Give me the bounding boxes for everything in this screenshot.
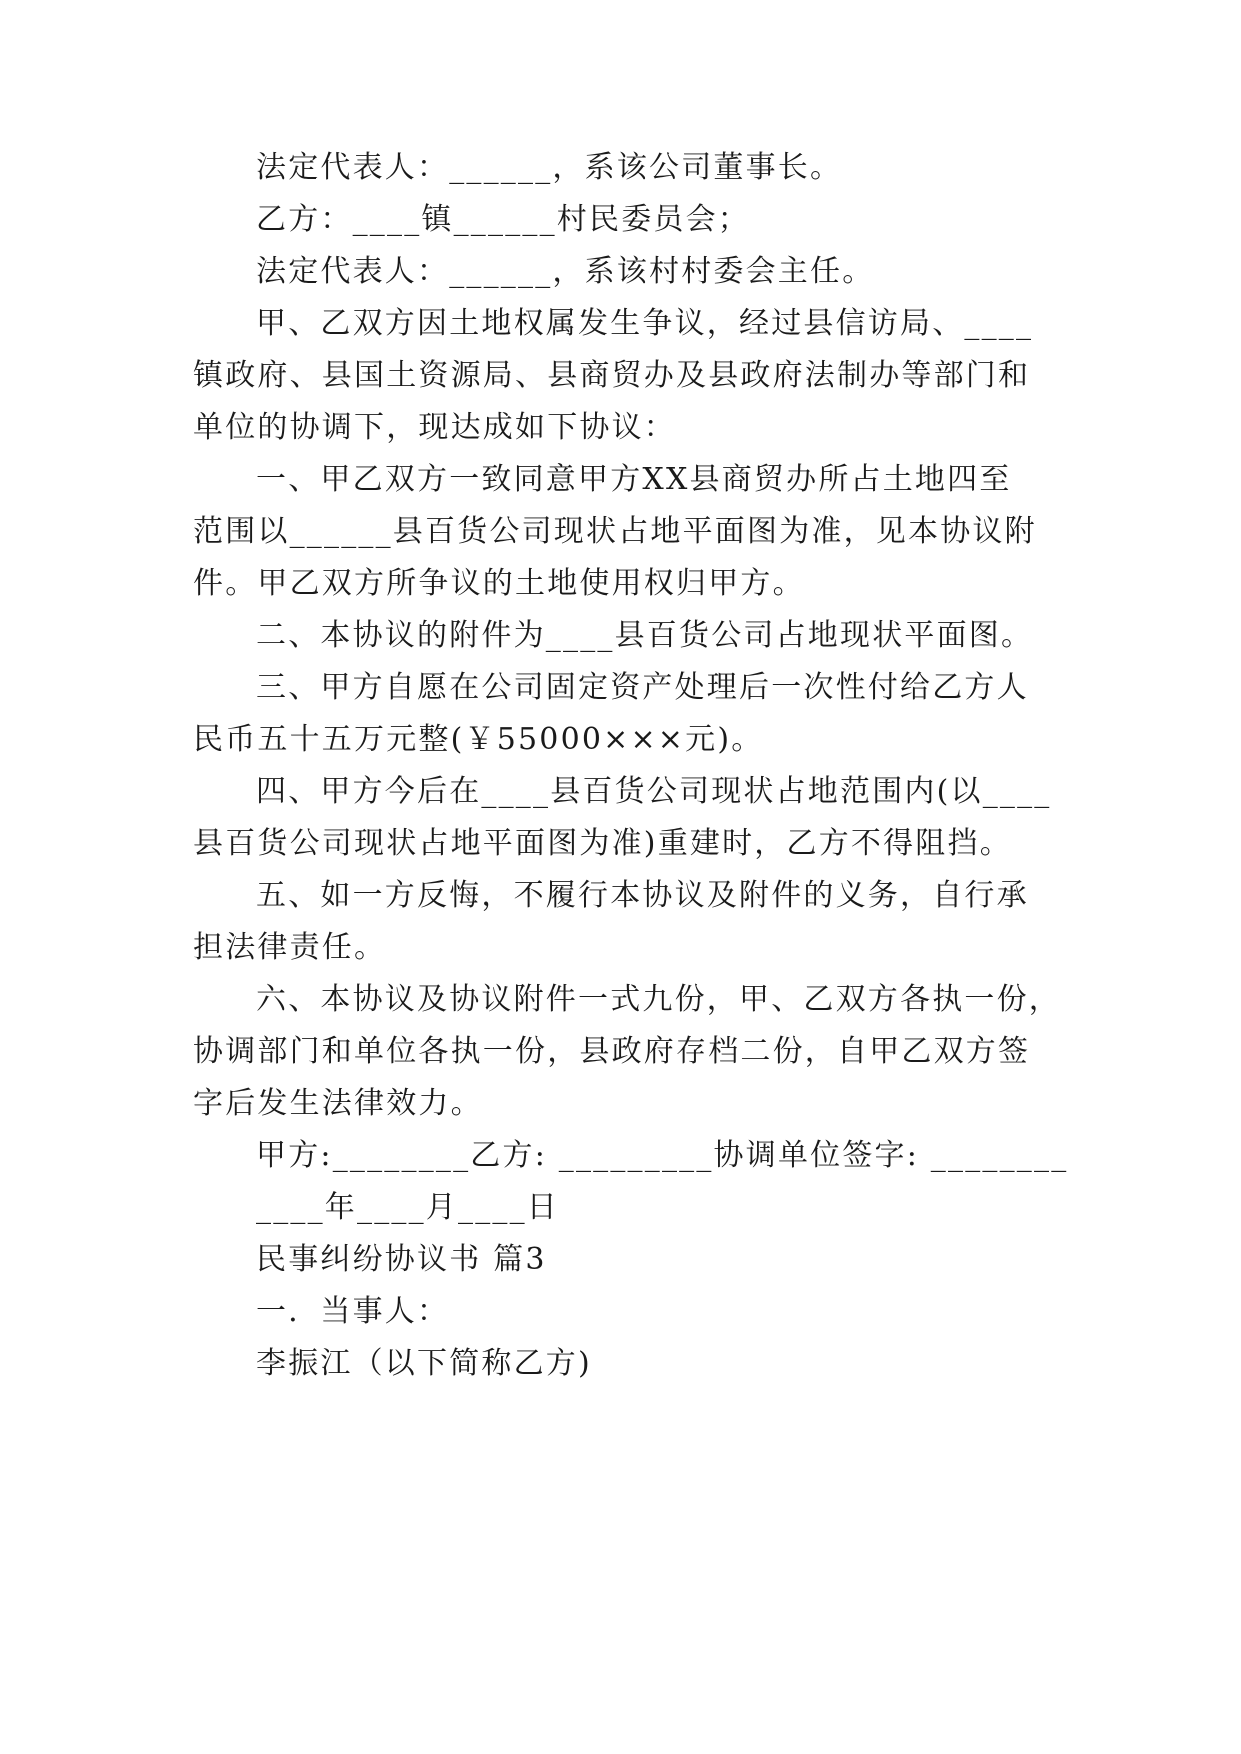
text-line-clause-5a: 五、如一方反悔，不履行本协议及附件的义务，自行承 — [256, 878, 1029, 913]
text-line-dispute-1: 甲、乙双方因土地权属发生争议，经过县信访局、____ — [256, 306, 1034, 341]
text-line-clause-1a: 一、甲乙双方一致同意甲方XX县商贸办所占土地四至 — [256, 462, 1012, 497]
text-line-clause-1c: 件。甲乙双方所争议的土地使用权归甲方。 — [193, 566, 805, 601]
text-line-clause-3b: 民币五十五万元整(￥55000×××元)。 — [193, 722, 764, 757]
text-line-clause-4b: 县百货公司现状占地平面图为准)重建时，乙方不得阻挡。 — [193, 826, 1012, 861]
text-line-dispute-3: 单位的协调下，现达成如下协议： — [193, 410, 676, 445]
text-line-clause-4a: 四、甲方今后在____县百货公司现状占地范围内(以____ — [256, 774, 1052, 809]
text-line-clause-6c: 字后发生法律效力。 — [193, 1086, 483, 1121]
text-line-dispute-2: 镇政府、县国土资源局、县商贸办及县政府法制办等部门和 — [193, 358, 1031, 393]
text-line-clause-2: 二、本协议的附件为____县百货公司占地现状平面图。 — [256, 618, 1034, 653]
text-line-clause-6b: 协调部门和单位各执一份，县政府存档二份，自甲乙双方签 — [193, 1034, 1031, 1069]
text-line-signatures: 甲方:________乙方: _________协调单位签字: ________ — [256, 1138, 1069, 1173]
text-line-legal-rep-a: 法定代表人：______，系该公司董事长。 — [256, 150, 843, 185]
text-line-date: ____年____月____日 — [256, 1190, 559, 1225]
text-line-clause-1b: 范围以______县百货公司现状占地平面图为准，见本协议附 — [193, 514, 1037, 549]
section-heading: 民事纠纷协议书 篇3 — [256, 1242, 547, 1277]
text-line-clause-6a: 六、本协议及协议附件一式九份，甲、乙双方各执一份， — [256, 982, 1061, 1017]
text-line-legal-rep-b: 法定代表人：______，系该村村委会主任。 — [256, 254, 875, 289]
text-line-parties-heading: 一．当事人： — [256, 1294, 450, 1329]
text-line-clause-5b: 担法律责任。 — [193, 930, 387, 965]
text-line-clause-3a: 三、甲方自愿在公司固定资产处理后一次性付给乙方人 — [256, 670, 1029, 705]
text-line-party-name: 李振江（以下简称乙方) — [256, 1346, 592, 1381]
text-line-party-b: 乙方：____镇______村民委员会； — [256, 202, 750, 237]
